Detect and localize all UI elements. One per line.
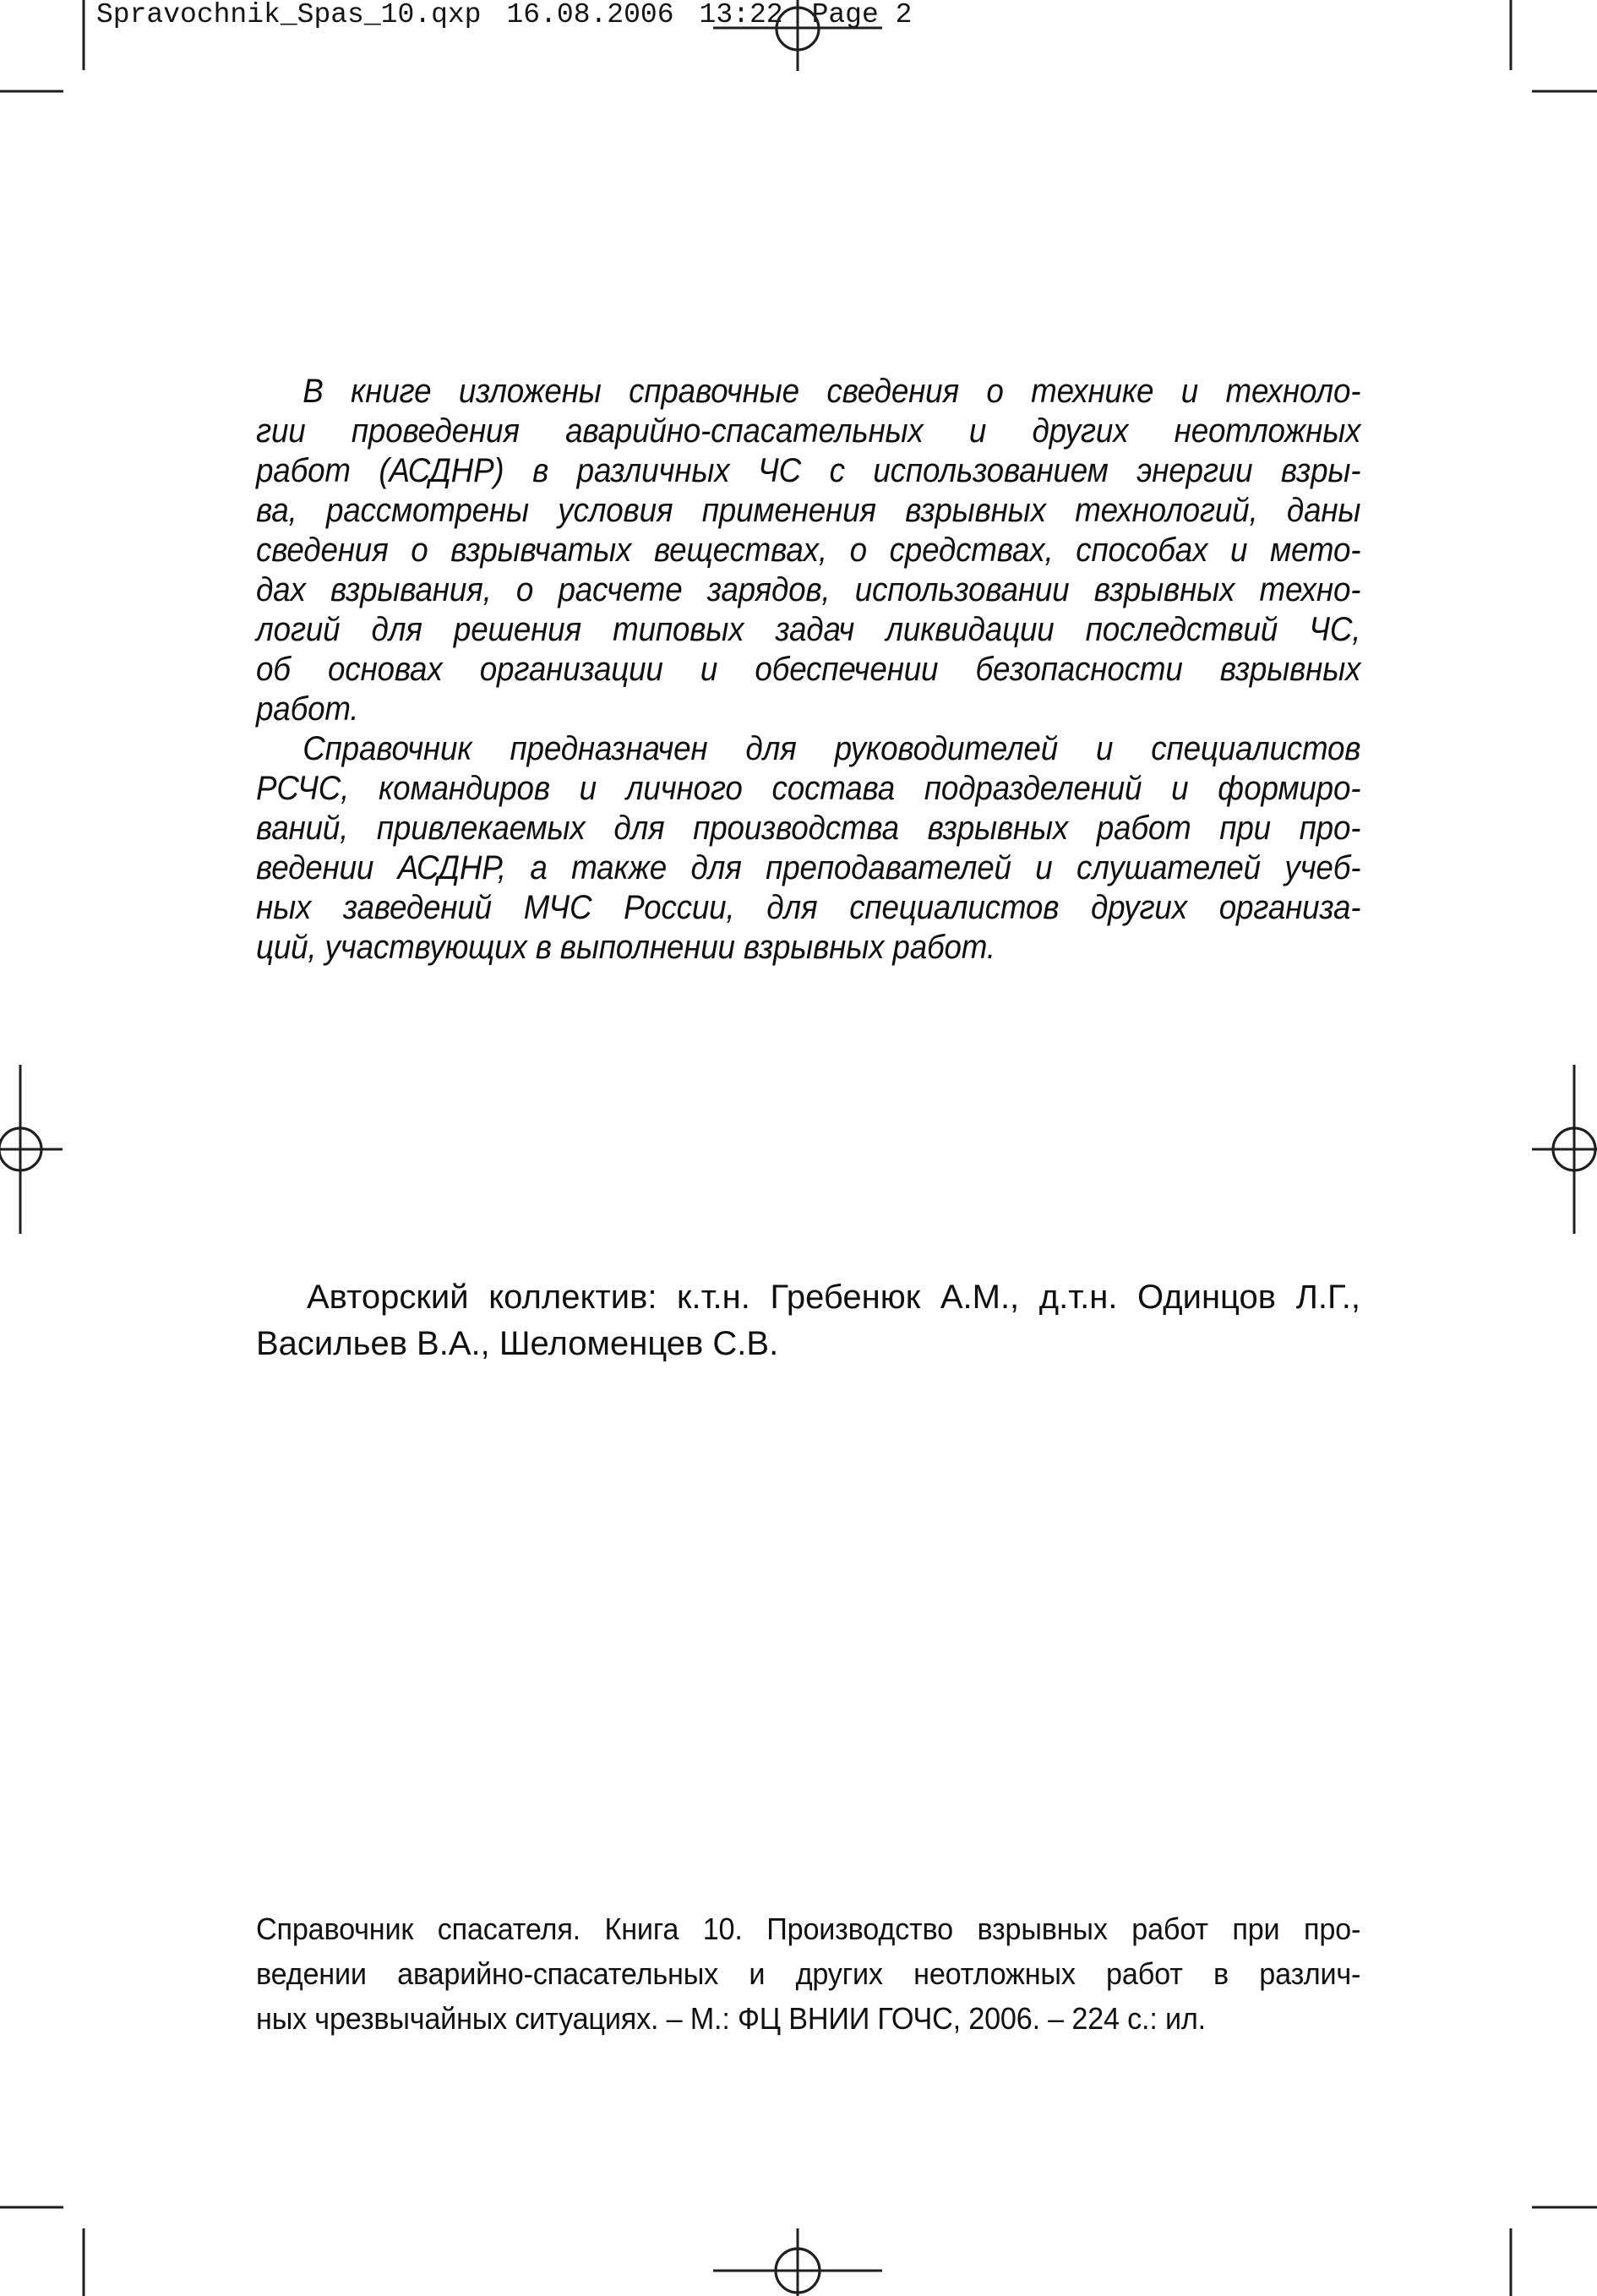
text-line: работ (АСДНР) в различных ЧС с использованием энергии взры- [256,452,1361,489]
text-line: ва, рассмотрены условия применения взрывных технологий, даны [256,492,1361,529]
text-line: об основах организации и обеспечении безопасности взрывных [256,651,1361,688]
text-line: Авторский коллектив: к.т.н. Гребенюк А.М., д.т.н. Одинцов Л.Г., [307,1279,1360,1316]
text-line: ных заведений МЧС России, для специалистов других организа- [256,889,1361,926]
corner-crop-marks-top-right [1511,0,1597,91]
corner-crop-marks-bottom-right [1511,2207,1597,2296]
text-line: работ. [256,690,359,728]
text-line: РСЧС, командиров и личного состава подразделений и формиро- [256,770,1361,807]
text-line: В книге изложены справочные сведения о технике и техноло- [303,373,1361,410]
registration-mark-left [0,1065,63,1234]
slug-filename: Spravochnik_Spas_10.qxp [96,0,482,30]
text-line: Васильев В.А., Шеломенцев С.В. [256,1325,779,1362]
slug-date: 16.08.2006 [506,0,674,30]
text-line: ций, участвующих в выполнении взрывных работ. [256,929,995,966]
annotation-paragraph-2 [256,729,1360,968]
text-line: логий для решения типовых задач ликвидации последствий ЧС, [256,611,1361,648]
corner-crop-marks-top-left [0,0,84,91]
text-line: сведения о взрывчатых веществах, о средствах, способах и мето- [256,532,1361,569]
text-line: ведении АСДНР, а также для преподавателей и слушателей учеб- [256,849,1361,886]
text-line: ведении аварийно-спасательных и других неотложных работ в различ- [256,1956,1361,1991]
slug-time: 13:22 [699,0,783,30]
text-line: ваний, привлекаемых для производства взрывных работ при про- [256,810,1361,847]
cataloging-imprint-note [256,1906,1360,2041]
text-line: Справочник спасателя. Книга 10. Производство взрывных работ при про- [256,1912,1361,1946]
registration-mark-right [1532,1065,1597,1234]
registration-mark-bottom-center [713,2228,882,2296]
authors-note [256,1274,1360,1367]
printer-slug-line [96,0,912,30]
corner-crop-marks-bottom-left [0,2207,84,2296]
annotation-text-block [256,372,1360,968]
text-line: ных чрезвычайных ситуациях. – М.: ФЦ ВНИИ ГОЧС, 2006. – 224 с.: ил. [256,2001,1206,2036]
text-line: гии проведения аварийно-спасательных и других неотложных [256,412,1361,450]
annotation-paragraph-1 [256,372,1360,729]
text-line: дах взрывания, о расчете зарядов, использовании взрывных техно- [256,571,1361,608]
slug-page-number: Page 2 [811,0,913,30]
text-line: Справочник предназначен для руководителей и специалистов [303,730,1361,767]
